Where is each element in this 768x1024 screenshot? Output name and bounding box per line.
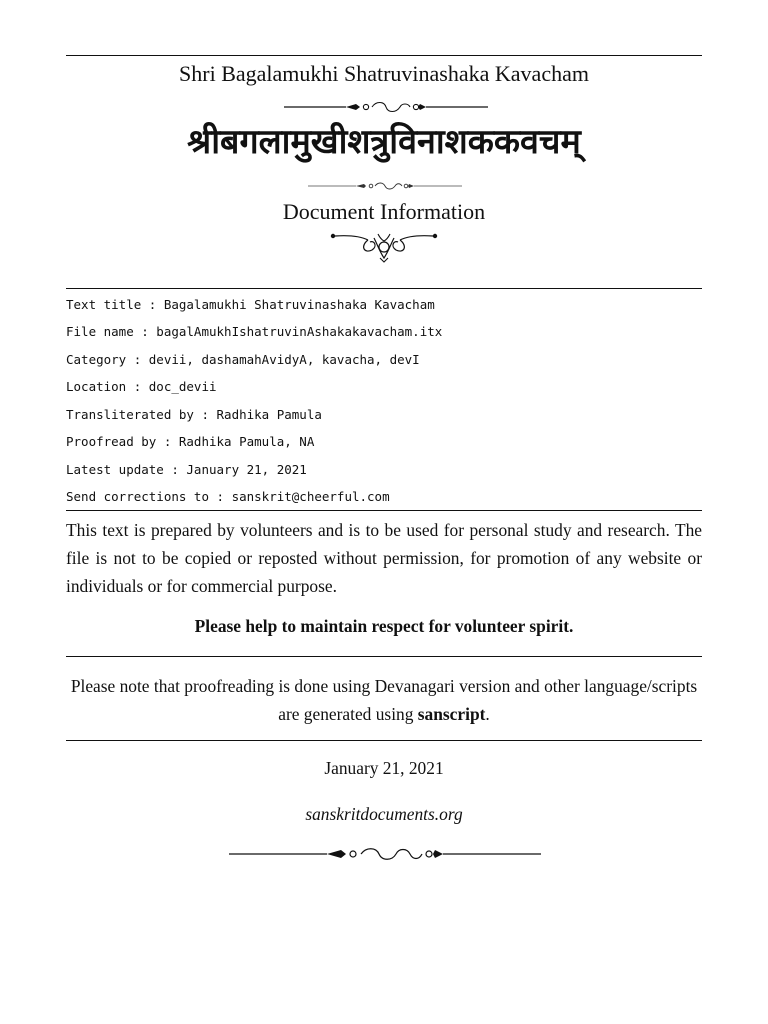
bottom-ornament-divider-icon: [229, 846, 541, 862]
top-rule: [66, 55, 702, 56]
ornament-divider-small-icon: [308, 181, 462, 191]
proofreading-note-text: Please note that proofreading is done using Devanagari version and other language/scripts are generated using: [70, 676, 698, 724]
meta-transliterated-by: Transliterated by : Radhika Pamula: [66, 407, 322, 422]
meta-proofread-by: Proofread by : Radhika Pamula, NA: [66, 434, 315, 449]
section-heading: Document Information: [282, 199, 486, 224]
document-title: Shri Bagalamukhi Shatruvinashaka Kavacham: [179, 61, 589, 86]
proof-note-bottom-rule: [66, 740, 702, 741]
meta-category: Category : devii, dashamahAvidyA, kavacha, devI: [66, 352, 420, 367]
meta-text-title: Text title : Bagalamukhi Shatruvinashaka Kavacham: [66, 297, 435, 312]
sanscript-name: sanscript: [417, 704, 486, 724]
meta-file-name: File name : bagalAmukhIshatruvinAshakakavacham.itx: [66, 324, 443, 339]
disclaimer-paragraph: This text is prepared by volunteers and is to be used for personal study and research. The file is not to be copied or reposted without permission, for promotion of any website or individuals or for commercial purpose.: [66, 520, 702, 596]
document-title-devanagari: श्रीबगलामुखीशत्रुविनाशककवचम्: [187, 122, 581, 162]
proof-note-top-rule: [66, 656, 702, 657]
meta-location: Location : doc_devii: [66, 379, 217, 394]
website-link[interactable]: sanskritdocuments.org: [305, 804, 463, 824]
proofreading-note-end: .: [485, 704, 490, 724]
meta-latest-update: Latest update : January 21, 2021: [66, 462, 307, 477]
flourish-ornament-icon: [330, 228, 438, 264]
proofreading-note: [66, 672, 702, 728]
ornament-divider-icon: [284, 100, 488, 114]
meta-send-corrections: Send corrections to : sanskrit@cheerful.com: [66, 489, 390, 504]
metadata-top-rule: [66, 288, 702, 289]
document-date: January 21, 2021: [324, 758, 444, 778]
respect-note: Please help to maintain respect for volunteer spirit.: [194, 616, 574, 636]
metadata-bottom-rule: [66, 510, 702, 511]
